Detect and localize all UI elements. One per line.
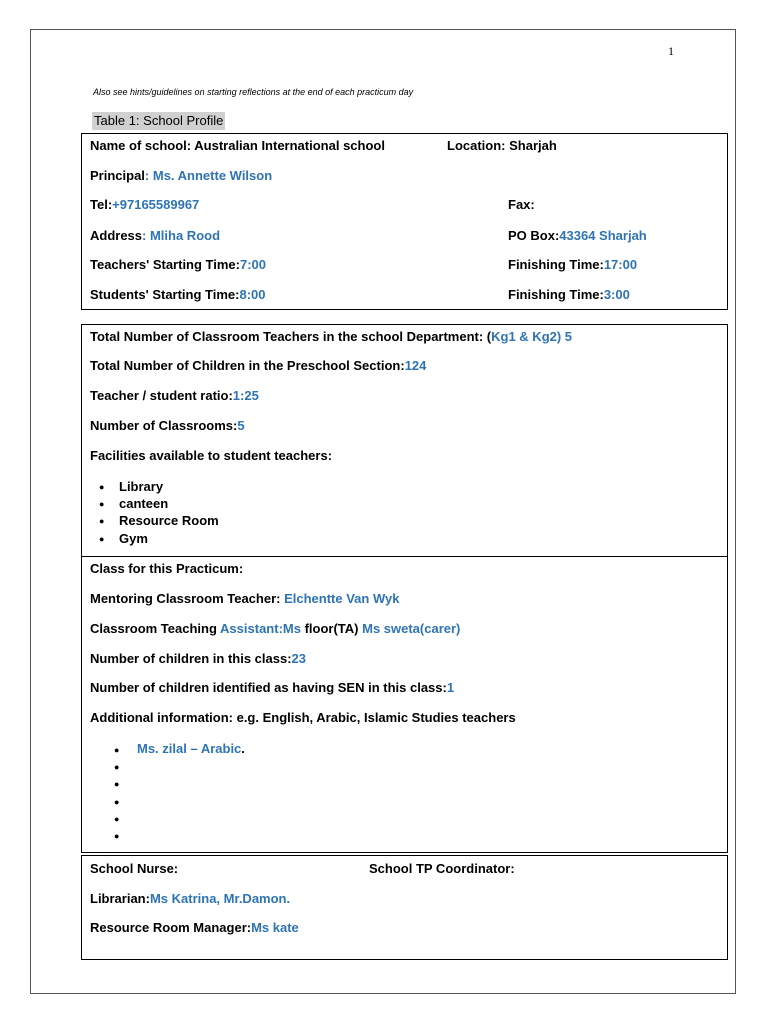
bullet-icon: ● bbox=[114, 745, 120, 755]
additional-info-line: Additional information: e.g. English, Arabic, Islamic Studies teachers bbox=[90, 710, 516, 725]
preschool-children-line: Total Number of Children in the Preschool Section:124 bbox=[90, 358, 427, 373]
bullet-icon: ● bbox=[99, 516, 105, 526]
bullet-icon: ● bbox=[114, 814, 120, 824]
school-nurse-line: School Nurse: bbox=[90, 861, 179, 876]
address-line: Address: Mliha Rood bbox=[90, 228, 221, 243]
school-info-box bbox=[81, 133, 728, 310]
page-number: 1 bbox=[668, 44, 674, 58]
teachers-start-line: Teachers' Starting Time:7:00 bbox=[90, 257, 267, 272]
librarian-line: Librarian:Ms Katrina, Mr.Damon. bbox=[90, 891, 291, 906]
ratio-line: Teacher / student ratio:1:25 bbox=[90, 388, 259, 403]
teachers-finish-line: Finishing Time:17:00 bbox=[508, 257, 638, 272]
additional-item: Ms. zilal – Arabic. bbox=[137, 741, 245, 756]
school-name-line: Name of school: Australian International school bbox=[90, 138, 385, 153]
practicum-class-line: Class for this Practicum: bbox=[90, 561, 244, 576]
tp-coordinator-line: School TP Coordinator: bbox=[369, 861, 515, 876]
students-start-line: Students' Starting Time:8:00 bbox=[90, 287, 266, 302]
bullet-icon: ● bbox=[99, 482, 105, 492]
bullet-icon: ● bbox=[99, 499, 105, 509]
bullet-icon: ● bbox=[114, 779, 120, 789]
location-line: Location: Sharjah bbox=[447, 138, 557, 153]
resource-manager-line: Resource Room Manager:Ms kate bbox=[90, 920, 299, 935]
students-finish-line: Finishing Time:3:00 bbox=[508, 287, 630, 302]
bullet-icon: ● bbox=[114, 831, 120, 841]
facilities-heading: Facilities available to student teachers: bbox=[90, 448, 333, 463]
hint-text: Also see hints/guidelines on starting reflections at the end of each practicum day bbox=[93, 87, 414, 97]
facility-item: Library bbox=[119, 479, 164, 494]
bullet-icon: ● bbox=[99, 534, 105, 544]
facility-item: Gym bbox=[119, 531, 148, 546]
tel-line: Tel:+97165589967 bbox=[90, 197, 200, 212]
assistant-line: Classroom Teaching Assistant:Ms floor(TA) Ms sweta(carer) bbox=[90, 621, 461, 636]
class-children-line: Number of children in this class:23 bbox=[90, 651, 307, 666]
pobox-line: PO Box:43364 Sharjah bbox=[508, 228, 647, 243]
facility-item: Resource Room bbox=[119, 513, 219, 528]
fax-line: Fax: bbox=[508, 197, 535, 212]
bullet-icon: ● bbox=[114, 762, 120, 772]
classrooms-line: Number of Classrooms:5 bbox=[90, 418, 245, 433]
dept-teachers-line: Total Number of Classroom Teachers in the school Department: (Kg1 & Kg2) 5 bbox=[90, 329, 573, 344]
mentor-line: Mentoring Classroom Teacher: Elchentte Van Wyk bbox=[90, 591, 400, 606]
principal-line: Principal: Ms. Annette Wilson bbox=[90, 168, 273, 183]
sen-line: Number of children identified as having SEN in this class:1 bbox=[90, 680, 455, 695]
bullet-icon: ● bbox=[114, 797, 120, 807]
table-title: Table 1: School Profile bbox=[94, 113, 224, 128]
facility-item: canteen bbox=[119, 496, 169, 511]
